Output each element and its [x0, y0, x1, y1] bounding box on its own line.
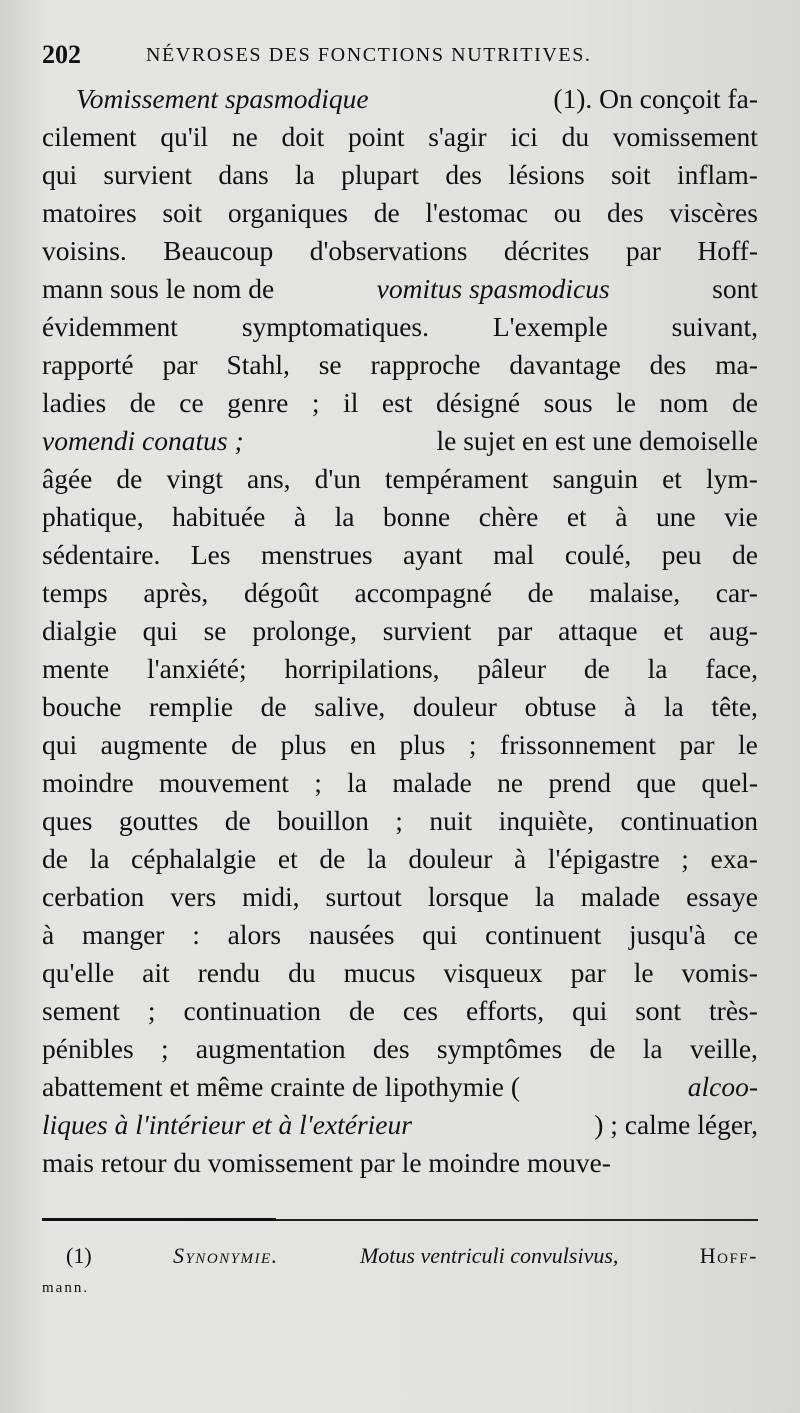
word: après, [143, 577, 209, 608]
text-line [42, 270, 758, 308]
word: Les [190, 539, 231, 570]
word: désigné [436, 387, 521, 418]
word: Hoff- [697, 235, 758, 266]
word: soit [162, 197, 203, 228]
word: sont [635, 995, 682, 1026]
text-line [42, 308, 758, 346]
footnote-rule-thin [276, 1219, 758, 1221]
word: et [566, 501, 587, 532]
word: symptômes [436, 1033, 563, 1064]
word: ne [497, 767, 524, 798]
word: vomissement [612, 121, 758, 152]
word: la [347, 767, 368, 798]
word: accompagné [354, 577, 492, 608]
word: des [607, 197, 644, 228]
word: bonne [383, 501, 451, 532]
word: surtout [325, 881, 402, 912]
word: essaye [686, 881, 758, 912]
word: tempérament [384, 463, 529, 494]
word: nausées [308, 919, 395, 950]
word: survient [103, 159, 193, 190]
footnote-author-cont: mann. [42, 1280, 90, 1296]
word: tête, [711, 691, 758, 722]
word: par [497, 615, 533, 646]
word: voisins. [42, 235, 127, 266]
word: habituée [172, 501, 266, 532]
word: sanguin [552, 463, 639, 494]
word: doit [281, 121, 325, 152]
word: ce [179, 387, 204, 418]
word: ; [314, 767, 322, 798]
text-line [42, 118, 758, 156]
word: de [319, 843, 346, 874]
word: L'exemple [492, 311, 608, 342]
text-line [42, 574, 758, 612]
word: Beaucoup [163, 235, 274, 266]
word: rapporté [42, 349, 134, 380]
word: s'agir [428, 121, 487, 152]
word: de [348, 995, 375, 1026]
word: la [663, 691, 684, 722]
text-line [42, 1144, 758, 1182]
footnote-rule-thick [42, 1218, 276, 1221]
word: du [561, 121, 590, 152]
word: nuit [429, 805, 473, 836]
word: pâleur [477, 653, 547, 684]
word: qui [42, 159, 78, 190]
word: céphalalgie [131, 843, 257, 874]
word: coulé, [564, 539, 632, 570]
text-line [42, 232, 758, 270]
word: par [625, 235, 661, 266]
word: ce [733, 919, 758, 950]
word: vomis- [681, 957, 758, 988]
text-line [42, 1030, 758, 1068]
word: vie [724, 501, 758, 532]
text-line [42, 536, 758, 574]
word: frissonnement [500, 729, 656, 760]
word: prend [548, 767, 612, 798]
word: la [334, 501, 355, 532]
word: ; [311, 387, 320, 418]
word: douleur [412, 691, 497, 722]
latin-term: vomitus spasmodicus [376, 273, 610, 304]
word: alors [227, 919, 282, 950]
word: qui [142, 615, 178, 646]
word: par [679, 729, 715, 760]
word: l'épigastre [547, 843, 660, 874]
text-line [42, 422, 758, 460]
word: malade [392, 767, 472, 798]
word: est [381, 387, 413, 418]
italic-term: alcoo- [687, 1071, 758, 1102]
word: suivant, [671, 311, 758, 342]
word: vers [170, 881, 217, 912]
text-line [42, 878, 758, 916]
text-line [42, 992, 758, 1030]
word: gouttes [118, 805, 199, 836]
word: sement [42, 995, 120, 1026]
word: ; [160, 1033, 169, 1064]
word: dialgie [42, 615, 117, 646]
word: il [343, 387, 359, 418]
footnote-line [66, 1240, 758, 1272]
text-line [42, 954, 758, 992]
word: quel- [701, 767, 758, 798]
word: de [116, 463, 143, 494]
text-line [42, 346, 758, 384]
word: de [731, 387, 758, 418]
word: augmentation [195, 1033, 346, 1064]
word: de [42, 843, 68, 874]
word: rapproche [370, 349, 481, 380]
word: se [203, 615, 227, 646]
word: malaise, [589, 577, 681, 608]
word: mucus [343, 957, 416, 988]
word: prolonge, [252, 615, 357, 646]
text-segment: abattement et même crainte de lipothymie ( [42, 1071, 521, 1102]
word: évidemment [42, 311, 178, 342]
word: chère [478, 501, 539, 532]
section-title: Vomissement spasmodique [76, 83, 369, 114]
text-line [42, 156, 758, 194]
word: attaque [558, 615, 638, 646]
word: le [616, 387, 636, 418]
word: peu [661, 539, 702, 570]
word: qui [422, 919, 458, 950]
word: cerbation [42, 881, 145, 912]
footnote-author: Hoff- [699, 1243, 758, 1268]
word: efforts, [465, 995, 545, 1026]
word: genre [227, 387, 289, 418]
word: temps [42, 577, 108, 608]
text-line [42, 498, 758, 536]
word: plus [280, 729, 327, 760]
word: à [615, 501, 628, 532]
word: plupart [341, 159, 420, 190]
word: que [636, 767, 677, 798]
word: lésions [508, 159, 585, 190]
word: ; [681, 843, 689, 874]
word: qu'il [160, 121, 209, 152]
word: par [570, 957, 606, 988]
word: moindre [42, 767, 134, 798]
word: ces [402, 995, 438, 1026]
word: de [527, 577, 554, 608]
word: la [534, 881, 555, 912]
word: ou [553, 197, 582, 228]
word: à [293, 501, 307, 532]
word: continuation [620, 805, 758, 836]
text-line [42, 384, 758, 422]
word: menstrues [261, 539, 373, 570]
text-segment: mann sous le nom de [42, 273, 275, 304]
word: symptomatiques. [241, 311, 429, 342]
word: décrites [503, 235, 590, 266]
word: bouche [42, 691, 122, 722]
page-number: 202 [42, 40, 81, 69]
word: inquiète, [498, 805, 595, 836]
word: ; [468, 729, 477, 760]
word: de [583, 653, 610, 684]
word: ; [147, 995, 156, 1026]
latin-term: vomendi conatus ; [42, 425, 244, 456]
word: la [366, 843, 387, 874]
word: nom [659, 387, 709, 418]
footnote-marker: (1) [66, 1243, 92, 1268]
word: ; [395, 805, 403, 836]
text-line [42, 194, 758, 232]
word: une [656, 501, 696, 532]
word: horripilations, [284, 653, 440, 684]
word: obtuse [524, 691, 597, 722]
running-title: NÉVROSES DES FONCTIONS NUTRITIVES. [146, 44, 592, 66]
text-segment: le sujet en est une demoiselle [436, 425, 758, 456]
word: le [738, 729, 758, 760]
word: Stahl, [226, 349, 290, 380]
word: soit [610, 159, 651, 190]
word: la [295, 159, 315, 190]
word: de [129, 387, 156, 418]
word: pénibles [42, 1033, 134, 1064]
word: à [514, 843, 527, 874]
text-line [42, 802, 758, 840]
word: face, [705, 653, 758, 684]
text-line [42, 1106, 758, 1144]
word: organiques [227, 197, 349, 228]
word: d'un [314, 463, 361, 494]
word: ait [142, 957, 170, 988]
word: des [372, 1033, 410, 1064]
word: qu'elle [42, 957, 115, 988]
word: des [649, 349, 687, 380]
text-line [42, 1068, 758, 1106]
word: dégoût [243, 577, 319, 608]
word: matoires [42, 197, 137, 228]
word: manger [82, 919, 165, 950]
word: jusqu'à [629, 919, 706, 950]
word: et [663, 615, 684, 646]
word: sous [543, 387, 593, 418]
text-line [42, 612, 758, 650]
word: vingt [166, 463, 223, 494]
word: salive, [314, 691, 386, 722]
text-segment: sont [712, 273, 758, 304]
text-line [42, 916, 758, 954]
text-segment: (1). On conçoit fa- [553, 83, 758, 114]
word: de [731, 539, 758, 570]
word: se [318, 349, 342, 380]
word: des [445, 159, 483, 190]
text-line [42, 80, 758, 118]
word: par [162, 349, 198, 380]
word: sédentaire. [42, 539, 161, 570]
word: de [224, 805, 251, 836]
word: survient [382, 615, 472, 646]
footnote-line [42, 1272, 89, 1304]
word: à [42, 919, 55, 950]
word: davantage [509, 349, 621, 380]
text-segment: mais retour du vomissement par le moindre mouve- [42, 1147, 611, 1178]
word: ans, [247, 463, 291, 494]
word: ques [42, 805, 93, 836]
word: en [349, 729, 376, 760]
word: car- [715, 577, 758, 608]
word: augmente [100, 729, 208, 760]
word: ne [231, 121, 258, 152]
word: : [192, 919, 200, 950]
word: très- [709, 995, 758, 1026]
word: et [277, 843, 298, 874]
word: ladies [42, 387, 107, 418]
word: douleur [408, 843, 493, 874]
word: remplie [149, 691, 234, 722]
text-segment: ) ; calme léger, [594, 1109, 758, 1140]
footnote-latin: Motus ventriculi convulsivus, [359, 1243, 619, 1268]
word: le [633, 957, 654, 988]
italic-term: liques à l'intérieur et à l'extérieur [42, 1109, 412, 1140]
word: qui [572, 995, 608, 1026]
word: de [373, 197, 400, 228]
word: à [624, 691, 637, 722]
word: plus [399, 729, 446, 760]
word: du [288, 957, 316, 988]
word: aug- [709, 615, 758, 646]
word: mouvement [159, 767, 289, 798]
word: malade [580, 881, 661, 912]
text-line [42, 460, 758, 498]
page-header [42, 40, 758, 76]
footnote-label: Synonymie. [172, 1243, 279, 1268]
word: et [662, 463, 682, 494]
word: rendu [197, 957, 261, 988]
word: de [589, 1033, 616, 1064]
word: la [89, 843, 110, 874]
word: ayant [403, 539, 463, 570]
word: de [260, 691, 287, 722]
text-line [42, 764, 758, 802]
word: exa- [710, 843, 758, 874]
word: visqueux [443, 957, 543, 988]
word: mente [42, 653, 110, 684]
word: qui [42, 729, 78, 760]
word: mal [493, 539, 535, 570]
word: ici [510, 121, 538, 152]
text-line [42, 726, 758, 764]
text-line [42, 688, 758, 726]
word: âgée [42, 463, 93, 494]
word: de [231, 729, 258, 760]
word: l'anxiété; [147, 653, 247, 684]
word: dans [218, 159, 269, 190]
word: la [642, 1033, 663, 1064]
word: veille, [689, 1033, 758, 1064]
word: lorsque [427, 881, 509, 912]
word: inflam- [676, 159, 758, 190]
word: point [348, 121, 405, 152]
word: cilement [42, 121, 137, 152]
word: lym- [705, 463, 758, 494]
word: d'observations [309, 235, 468, 266]
word: ma- [715, 349, 758, 380]
word: phatique, [42, 501, 144, 532]
text-line [42, 650, 758, 688]
word: midi, [242, 881, 300, 912]
word: la [647, 653, 668, 684]
word: bouillon [277, 805, 369, 836]
word: continuent [485, 919, 602, 950]
word: l'estomac [425, 197, 529, 228]
text-line [42, 840, 758, 878]
word: viscères [669, 197, 758, 228]
word: continuation [183, 995, 321, 1026]
